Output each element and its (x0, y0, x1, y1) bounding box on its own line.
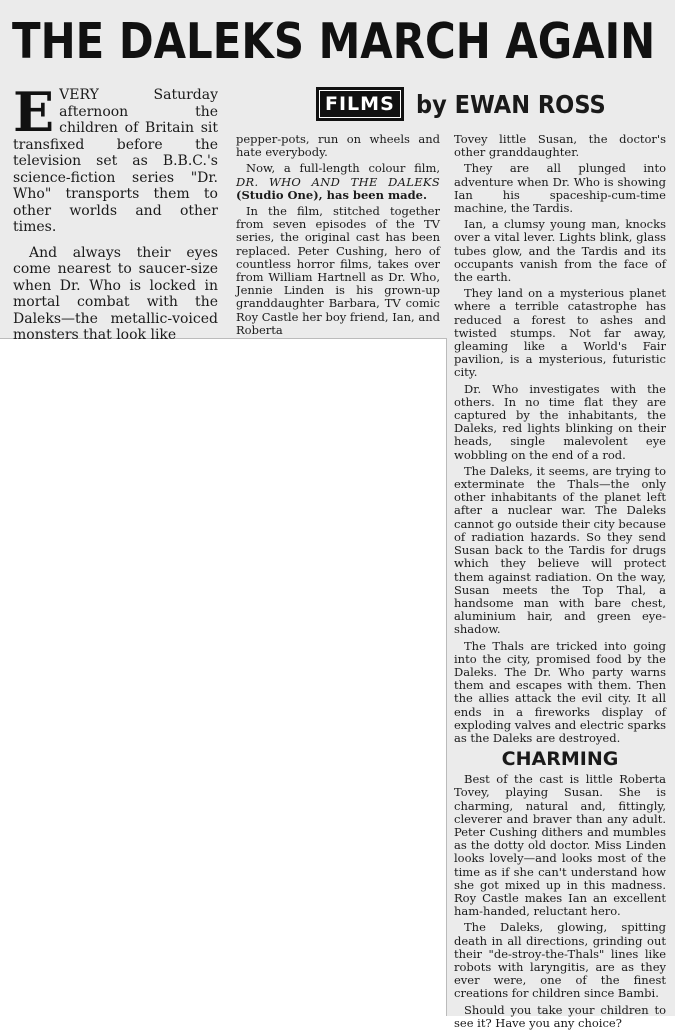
section-label: FILMS (316, 87, 404, 121)
column-2 (236, 133, 440, 340)
paragraph: The Daleks, it seems, are trying to exterminate the Thals—the only other inhabitants of the planet left after a nuclear war. The Daleks cannot go outside their city because of radiation hazards. So they send Susan back to the Tardis for drugs which they believe will protect them against radiation. On the way, Susan meets the Top Thal, a handsome man with bare chest, aluminium hair, and green eye-shadow. (454, 463, 666, 637)
paragraph: They are all plunged into adventure when Dr. Who is showing Ian his spaceship-cum-time machine, the Tardis. (454, 161, 666, 216)
intro-text: VERY Saturday afternoon the children of Britain sit transfixed before the television set as B.B.C.'s science-fiction series "Dr. Who" transports them to other worlds and other times. (13, 87, 218, 235)
paragraph: Should you take your children to see it? Have you any choice? (454, 1002, 666, 1030)
paragraph: Now, a full-length colour film, DR. WHO AND THE DALEKS (Studio One), has been made. (236, 161, 440, 202)
drop-cap: E (13, 80, 55, 144)
paragraph: pepper-pots, run on wheels and hate everybody. (236, 132, 440, 160)
paragraph: Ian, a clumsy young man, knocks over a vital lever. Lights blink, glass tubes glow, and the Tardis and its occupants vanish from the face of the earth. (454, 217, 666, 285)
paragraph: The Thals are tricked into going into the city, promised food by the Daleks. The Dr. Who party warns them and escapes with them. Then the allies attack the evil city. It all ends in a fireworks display of exploding valves and electric sparks as the Daleks are destroyed. (454, 638, 666, 745)
subheading: CHARMING (501, 748, 619, 771)
paragraph: Dr. Who investigates with the others. In no time flat they are captured by the inhabitants, the Daleks, red lights blinking on their heads, single malevolent eye wobbling on the end of a rod. (454, 381, 666, 462)
column-1 (13, 80, 218, 353)
paragraph: The Daleks, glowing, spitting death in all directions, grinding out their "de-stroy-the-Thals" lines like robots with laryngitis, are as they ever were, one of the finest creations for children since Bambi. (454, 920, 666, 1001)
column-3 (454, 133, 666, 1033)
paragraph: In the film, stitched together from seven episodes of the TV series, the original cast has been replaced. Peter Cushing, hero of countless horror films, takes over from William Hartnell as Dr. Who, Jennie Linden is his grown-up granddaughter Barbara, TV comic Roy Castle her boy friend, Ian, and Roberta (236, 204, 440, 337)
byline-block (316, 86, 627, 122)
intro-paragraph (13, 80, 218, 236)
paragraph: Tovey little Susan, the doctor's other granddaughter. (454, 132, 666, 160)
film-title: DR. WHO AND THE DALEKS (236, 174, 440, 189)
paragraph: Best of the cast is little Roberta Tovey, playing Susan. She is charming, natural and, fittingly, cleverer and braver than any adult. Peter Cushing dithers and mumbles as the dotty old doctor. Miss Linden looks lovely—and looks most of the time as if she can't understand how she got mixed up in this madness. Roy Castle makes Ian an excellent ham-handed, reluctant hero. (454, 772, 666, 919)
byline: by EWAN ROSS (415, 89, 606, 119)
paragraph: They land on a mysterious planet where a terrible catastrophe has reduced a forest to ashes and twisted stumps. Not far away, gleaming like a World's Fair pavilion, is a mysterious, futuristic city. (454, 286, 666, 380)
paragraph: And always their eyes come nearest to saucer-size when Dr. Who is locked in mortal combat with the Daleks—the metallic-voiced monsters that look like (13, 244, 218, 343)
headline: THE DALEKS MARCH AGAIN (12, 13, 656, 70)
